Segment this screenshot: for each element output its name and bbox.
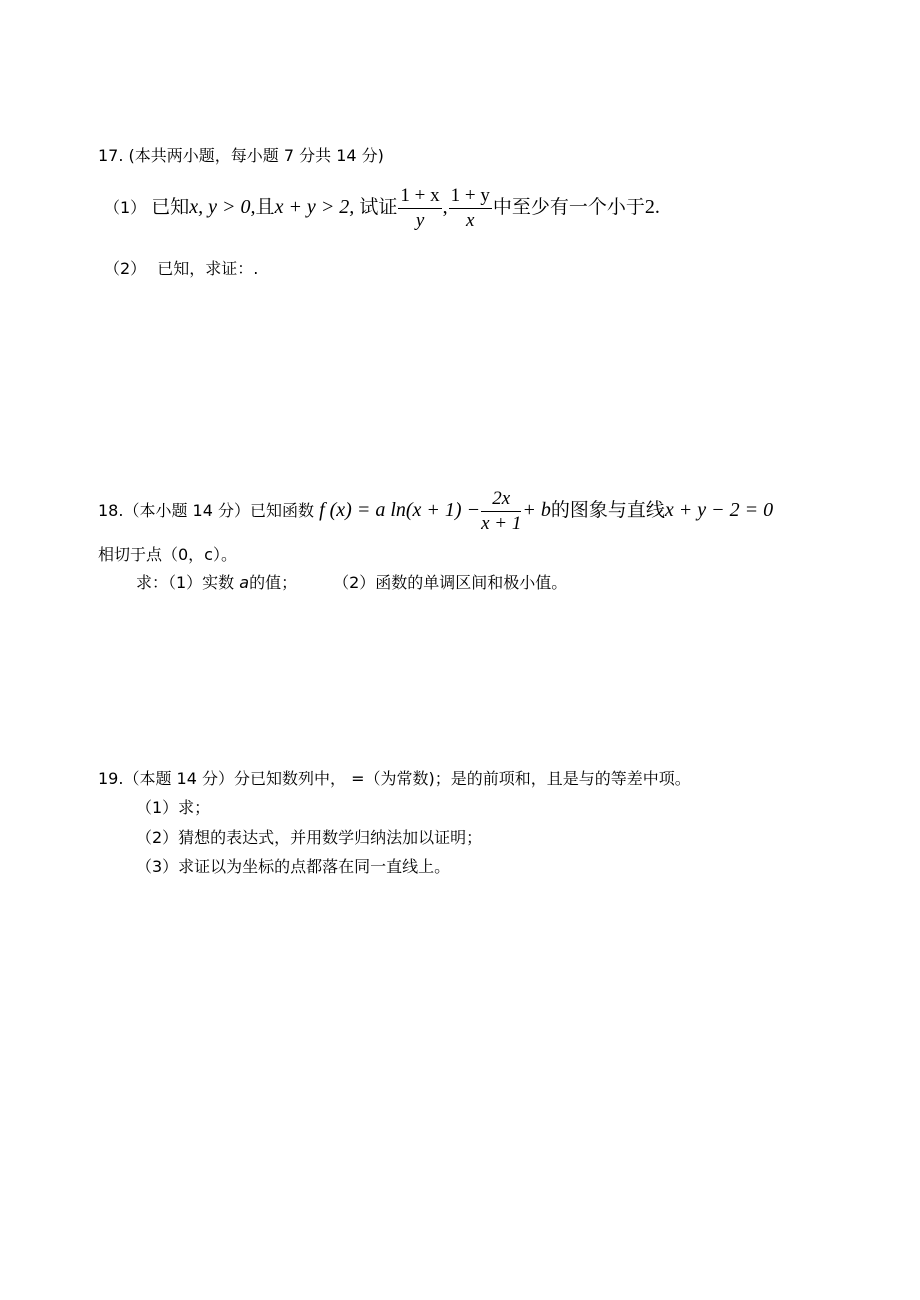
- q19-header: 19.（本题 14 分）分已知数列中， =（为常数)；是的前项和，且是与的等差中项。: [98, 769, 691, 788]
- q18-math-a: f (x) = a ln(x + 1) −: [319, 499, 481, 521]
- q17-fraction-comma: ,: [442, 196, 448, 218]
- q17-fraction-2-denominator: x: [466, 210, 475, 231]
- q19-item2: （2）猜想的表达式，并用数学归纳法加以证明；: [136, 828, 483, 847]
- q18-statement: [98, 488, 773, 540]
- q19-item3: （3）求证以为坐标的点都落在同一直线上。: [136, 857, 451, 876]
- q18-line2: 相切于点（0，c）。: [98, 545, 237, 564]
- q18-header: 18.（本小题 14 分）已知函数: [98, 501, 314, 520]
- q17-part1-text-b: 且: [255, 196, 275, 218]
- q17-fraction-1-numerator: 1 + x: [398, 185, 441, 209]
- q18-line3-var: a: [239, 573, 250, 592]
- q18-line3-c: （2）函数的单调区间和极小值。: [341, 573, 568, 592]
- q17-fraction-1: [398, 185, 441, 232]
- q17-fraction-1-denominator: y: [415, 210, 425, 231]
- q18-math-b: + b: [522, 499, 551, 521]
- q18-line3: [136, 573, 567, 593]
- q17-fraction-2-numerator: 1 + y: [449, 185, 492, 209]
- q17-header: 17. (本共两小题，每小题 7 分共 14 分): [98, 146, 384, 165]
- q19-item1: （1）求；: [136, 798, 211, 817]
- q17-fraction-2: [449, 185, 492, 232]
- q17-part1-label: （1）: [104, 198, 147, 217]
- q17-part2: [104, 259, 258, 279]
- q18-line3-a: 求：（1）实数: [136, 573, 235, 592]
- q17-part2-text: 已知，求证：.: [157, 259, 259, 278]
- q17-part1-math-b: x + y > 2,: [274, 196, 355, 218]
- q17-part1: [104, 185, 660, 235]
- q18-text-b: 的图象与直线: [550, 499, 665, 521]
- q17-part1-math-a: x, y > 0,: [189, 196, 256, 218]
- q17-part1-text-d: 中至少有一个小于: [492, 196, 645, 218]
- q18-line3-b: 的值；: [249, 573, 298, 592]
- q17-part1-math-end: 2.: [644, 196, 660, 218]
- q17-part2-label: （2）: [104, 259, 147, 278]
- q17-part1-text-c: 试证: [359, 196, 398, 218]
- q18-fraction-denominator: x + 1: [481, 513, 522, 534]
- q18-fraction: [481, 488, 521, 535]
- q18-math-c: x + y − 2 = 0: [664, 499, 774, 521]
- q17-part1-text-a: 已知: [151, 196, 190, 218]
- q18-fraction-numerator: 2x: [481, 488, 521, 512]
